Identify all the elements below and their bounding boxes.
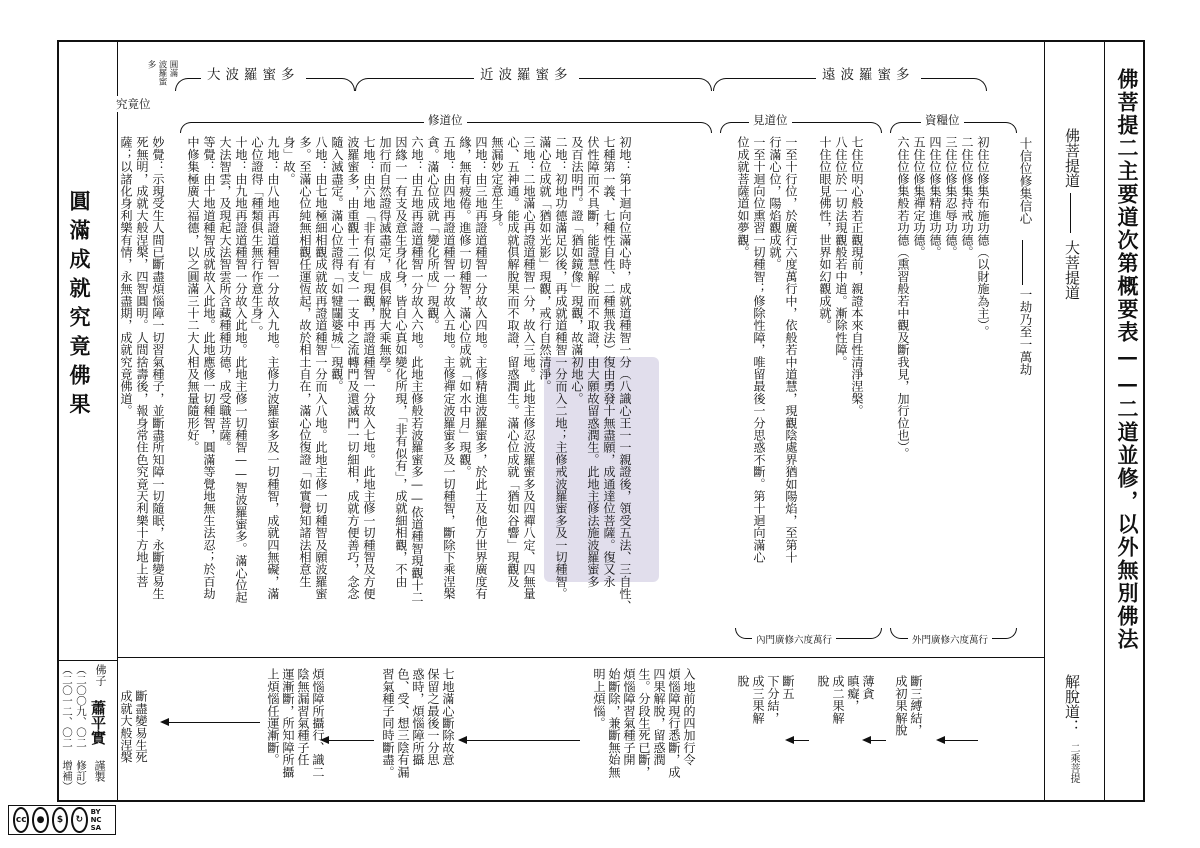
practice-line: 因緣一一有支及意生身化身，皆自心真如變化所現，「非有似有」，成就細相觀，不由 — [394, 136, 408, 588]
view-line: 行滿心位，陽焰觀成就。 — [768, 136, 782, 271]
practice-line: 大法智雲，及現起大法智雲所含藏種種功德，成受職菩薩。 — [218, 136, 232, 454]
practice-line: 伏性障而不具斷，能證慧解脫而不取證，由大願故留惑潤生。此地主修法施波羅蜜多 — [586, 136, 600, 588]
stage-round-small: 圓滿 波羅蜜多 — [146, 60, 178, 86]
practice-line: 五地：由四地再證道種智一分故入五地。主修禪定波羅蜜多及一切種智，斷除下乘涅槃 — [442, 136, 456, 600]
view-line: 七住位明心般若正觀現前，親證本來自性清淨涅槃。 — [850, 136, 864, 417]
practice-line: 十地：由九地再證道種智一分故入此地。此地主修一切種智——智波羅蜜多。滿心位起 — [234, 136, 248, 604]
result-title: 圓滿成就究竟佛果 — [67, 190, 92, 422]
arrow-1 — [938, 740, 978, 741]
outer-practice: 外門廣修六度萬行 — [908, 632, 992, 646]
author-date1: （二〇〇九、〇二 修訂） — [75, 664, 87, 792]
practice-line: 三地：二地滿心再證道種智一分，故入三地。此地主修忍波羅蜜多及四禪八定、四無量 — [522, 136, 536, 600]
practice-line: 六地：由五地再證道種智一分故入六地。此地主修般若波羅蜜多——依道種智現觀十二 — [410, 136, 424, 604]
nc-icon: $ — [52, 807, 68, 833]
view-columns-2 — [735, 136, 798, 626]
practice-line: 七種第一義、七種性自性、二種無我法）復由勇發十無盡願，成通達位菩薩。復又永 — [602, 136, 616, 588]
practice-line: 隨入滅盡定。滿心位證得「如犍闥婆城」現觀。 — [330, 136, 344, 393]
view-line: 十住位眼見佛性，世界如幻觀成就。 — [818, 136, 832, 332]
practice-line: 多。至滿心位純無相觀任運恆起，故於相土自在，滿心位復證「如實覺知諸法相意生 — [298, 136, 312, 588]
practice-line: 貪。滿心位成就「變化所成」現觀。 — [426, 136, 440, 332]
faith-dash — [1022, 240, 1023, 285]
practice-line: 九地：由八地再證道種智一分故入九地。主修力波羅蜜多及一切種智，成就四無礙，滿 — [266, 136, 280, 600]
lib-box-6: 煩惱障所攝行、識二 陰無漏習氣種子任 運漸斷，所知障所攝 上煩惱任運漸斷。 — [266, 668, 325, 778]
ultimate-line: 薩；以諸化身利樂有情，永無盡期，成就究竟佛道。 — [119, 136, 133, 417]
practice-line: 心位證得「種類俱生無行作意生身」。 — [250, 136, 264, 338]
practice-line: 七地：由六地「非有似有」現觀，再證道種智一分故入七地。此地主修一切種智及方便 — [362, 136, 376, 600]
practice-line: 身」故。 — [282, 136, 296, 185]
license-badge — [8, 805, 116, 835]
author-suffix: 謹製 — [93, 760, 106, 782]
stage-near: 近波羅蜜多 — [474, 63, 579, 83]
stage-great: 大波羅蜜多 — [201, 63, 306, 83]
practice-line: 二地：初地功德滿足以後，再成就道種智一分而入二地；主修戒波羅蜜多及一切種智。 — [554, 136, 568, 600]
stage-practice: 修道位 — [424, 112, 467, 128]
stage-far: 遠波羅蜜多 — [816, 63, 921, 83]
arrow-6 — [162, 722, 260, 723]
ten-faith-duration: 一劫乃至一萬劫 — [1018, 288, 1033, 376]
sa-icon: ↻ — [71, 807, 87, 833]
accum-line: 三住位修集忍辱功德。 — [944, 136, 958, 258]
arrow-5 — [322, 740, 374, 741]
view-columns-1 — [817, 136, 864, 626]
practice-line: 心、五神通。能成就俱解脫果而不取證，留惑潤生。滿心位成就「猶如谷響」現觀及 — [506, 136, 520, 588]
lib-box-2: 薄貪 瞋癡， 成二果解 脫 — [816, 675, 875, 724]
practice-line: 八地：由七地極細相觀成就故再證道種智一分而入八地。此地主修一切種智及願波羅蜜 — [314, 136, 328, 600]
author-prefix: 佛子 — [94, 664, 107, 686]
lib-box-3: 斷五 下分結， 成三果解 脫 — [736, 675, 795, 724]
great-bodhi-label: 大菩提道 — [1063, 240, 1081, 300]
path-connector — [1070, 193, 1071, 233]
accum-line: 五住位修集禪定功德。 — [912, 136, 926, 258]
stage-ultimate: 究竟位 — [112, 96, 155, 112]
divider-labels — [1044, 42, 1045, 800]
arrow-4 — [460, 740, 580, 741]
lib-box-1: 斷三縛結， 成初果解脫 — [894, 675, 923, 736]
divider-title — [1104, 42, 1105, 800]
view-line: 一至十迴向位熏習一切種智；修除性障，唯留最後一分思惑不斷。第十迴向滿心 — [752, 136, 766, 563]
liberation-label: 解脫道： — [1063, 674, 1081, 734]
ultimate-line: 死無明，成就大般涅槃，四智圓明。人間捨壽後，報身常住色究竟天利樂十方地上菩 — [135, 136, 149, 588]
practice-line: 無漏妙定意生身。 — [490, 136, 504, 234]
divider-liberation — [117, 657, 1044, 658]
lib-box-7: 斷盡變易生死 成就大般涅槃 — [119, 690, 148, 764]
practice-line: 及百法明門。證「猶如鏡像」現觀，故滿初地心。 — [570, 136, 584, 405]
practice-line: 初地：第十迴向位滿心時，成就道種智一分（八識心王一一親證後，領受五法、三自性、 — [618, 136, 632, 612]
lib-box-5: 七地滿心斷除故意 保留之最後一分思 惑時，煩惱障所攝 色、受、想三陰有漏 習氣種子同時斷盡。 — [381, 668, 455, 778]
accum-line: 四住位修集精進功德。 — [928, 136, 942, 258]
author-date2: （二〇一二、〇二 增補） — [61, 664, 73, 792]
main-title: 佛菩提二主要道次第概要表——二道並修，以外無別佛法 — [1115, 68, 1140, 651]
arrow-3 — [787, 740, 809, 741]
ultimate-line: 妙覺：示現受生人間已斷盡煩惱障一切習氣種子，並斷盡所知障一切隨眠，永斷變易生 — [151, 136, 165, 600]
view-line: 八住位於一切法現觀般若中道。漸除性障。 — [834, 136, 848, 368]
lib-box-4: 入地前的四加行令 煩惱障現行悉斷，成 四果解脫，留惑潤 生。分段生死已斷， 煩惱障習氣種子開 始斷除，兼斷無始無 明上煩惱。 — [592, 668, 696, 778]
view-line: 位成就菩薩道如夢觀。 — [736, 136, 750, 258]
ultimate-columns — [118, 136, 165, 626]
bodhi-path-label: 佛菩提道 — [1063, 128, 1081, 188]
view-line: 一至十行位，於廣行六度萬行中，依般若中道慧，現觀陰處界猶如陽焰，至第十 — [784, 136, 798, 563]
author-name: 蕭平實 — [89, 700, 107, 745]
accum-line: 二住位修集持戒功德。 — [960, 136, 974, 258]
practice-line: 中修集極廣大福德，以之圓滿三十二大人相及無量隨形好。 — [186, 136, 200, 454]
ten-faith-text: 十信位修集信心 — [1018, 137, 1033, 225]
liberation-sub: 二乘菩提 — [1068, 743, 1079, 783]
practice-line: 滿心位成就「猶如光影」現觀，戒行自然清淨。 — [538, 136, 552, 393]
divider-author — [59, 660, 117, 661]
accum-columns — [895, 136, 990, 626]
practice-columns — [185, 136, 632, 626]
accum-line: 初住位修集布施功德（以財施為主）。 — [976, 136, 990, 338]
by-icon: ● — [32, 807, 48, 833]
practice-line: 波羅蜜多，由重觀十二有支一一支中之流轉門及還滅門一切細相，成就方便善巧，念念 — [346, 136, 360, 600]
arrow-2 — [864, 740, 886, 741]
view-brace — [720, 122, 882, 133]
inner-practice: 內門廣修六度萬行 — [752, 632, 836, 646]
practice-line: 四地：由三地再證道種智一分故入四地。主修精進波羅蜜多，於此土及他方世界廣度有 — [474, 136, 488, 600]
accum-line: 六住位修集般若功德（熏習般若中觀及斷我見，加行位也）。 — [896, 136, 910, 460]
practice-line: 緣，無有疲倦。進修一切種智，滿心位成就「如水中月」現觀。 — [458, 136, 472, 478]
practice-line: 加行而自然證得滅盡定，成俱解脫大乘無學。 — [378, 136, 392, 380]
stage-accum: 資糧位 — [921, 112, 964, 128]
license-text: BY NC SA — [90, 808, 102, 832]
practice-line: 等覺：由十地道種智成就故入此地。此地應修一切種智，圓滿等覺地無生法忍；於百劫 — [202, 136, 216, 600]
stage-view: 見道位 — [749, 112, 792, 128]
cc-icon: cc — [13, 807, 29, 833]
